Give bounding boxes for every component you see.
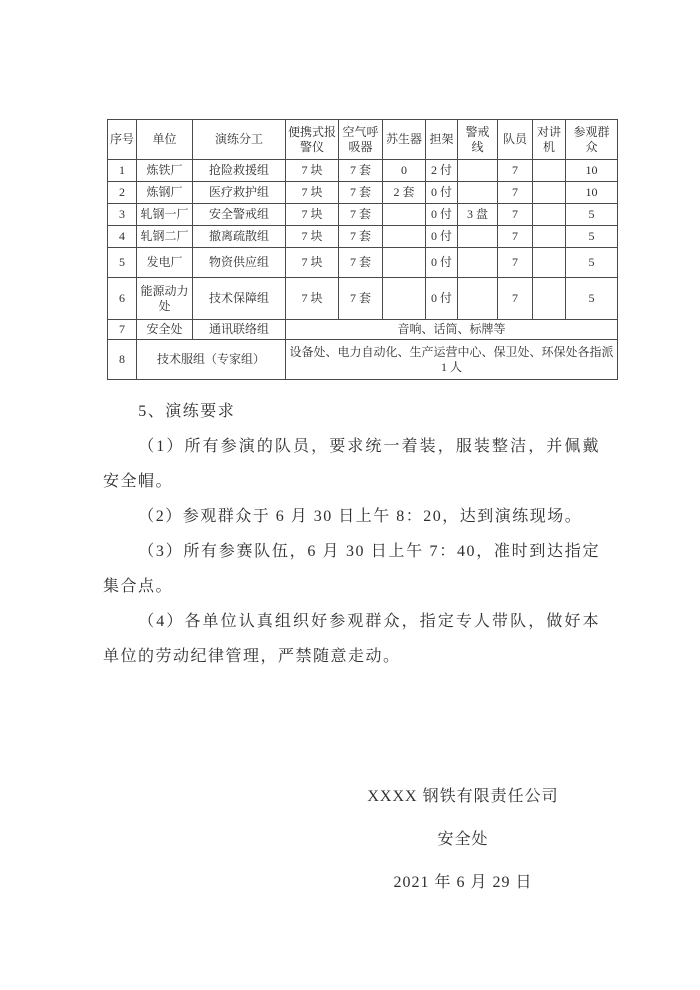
table-cell: 7 块 (286, 248, 339, 278)
table-cell: 安全警戒组 (193, 204, 286, 226)
table-cell: 7 块 (286, 204, 339, 226)
table-row (108, 182, 618, 204)
requirement-item-4: （4）各单位认真组织好参观群众，指定专人带队，做好本单位的劳动纪律管理，严禁随意走动。 (103, 613, 600, 665)
column-header-team-members: 队员 (498, 120, 533, 160)
signature-company: XXXX 钢铁有限责任公司 (367, 788, 559, 805)
table-cell: 炼铁厂 (137, 160, 193, 182)
table-row (108, 340, 618, 380)
equipment-allocation-table (107, 119, 618, 380)
table-cell: 0 付 (426, 226, 458, 248)
table-cell (533, 182, 566, 204)
requirement-item-3: （3）所有参赛队伍，6 月 30 日上午 7：40，准时到达指定集合点。 (103, 543, 600, 595)
table-row (108, 204, 618, 226)
table-cell: 1 (108, 160, 137, 182)
table-cell: 3 盘 (458, 204, 498, 226)
column-header-unit: 单位 (137, 120, 193, 160)
table-cell: 7 套 (339, 278, 383, 320)
table-cell: 撤离疏散组 (193, 226, 286, 248)
table-cell: 医疗救护组 (193, 182, 286, 204)
table-cell: 7 (498, 182, 533, 204)
table-cell: 0 付 (426, 182, 458, 204)
column-header-air-respirator: 空气呼吸器 (339, 120, 383, 160)
table-cell: 7 (498, 226, 533, 248)
merged-cell: 音响、话筒、标牌等 (286, 320, 618, 340)
table-cell: 7 (498, 204, 533, 226)
table-cell: 7 块 (286, 182, 339, 204)
table-row (108, 160, 618, 182)
table-cell: 10 (566, 182, 618, 204)
table-row (108, 278, 618, 320)
table-row (108, 226, 618, 248)
table-cell (458, 248, 498, 278)
table-cell: 7 (108, 320, 137, 340)
table-cell: 7 (498, 248, 533, 278)
table-cell: 能源动力处 (137, 278, 193, 320)
table-cell (458, 278, 498, 320)
section-heading: 5、演练要求 (138, 403, 236, 420)
requirement-item-1: （1）所有参演的队员，要求统一着装，服装整洁，并佩戴安全帽。 (103, 438, 600, 490)
table-cell: 轧钢二厂 (137, 226, 193, 248)
table-cell: 0 (383, 160, 426, 182)
table-cell: 5 (566, 248, 618, 278)
table-cell: 10 (566, 160, 618, 182)
table-cell (533, 278, 566, 320)
signature-date: 2021 年 6 月 29 日 (393, 874, 533, 891)
table-cell: 5 (566, 278, 618, 320)
table-cell: 4 (108, 226, 137, 248)
table-cell (533, 226, 566, 248)
table-cell: 7 块 (286, 278, 339, 320)
table-cell: 7 套 (339, 204, 383, 226)
table-cell (383, 226, 426, 248)
table-cell (458, 182, 498, 204)
table-cell: 7 块 (286, 160, 339, 182)
merged-cell: 技术服组（专家组） (137, 340, 286, 380)
table-cell (533, 204, 566, 226)
table-cell: 6 (108, 278, 137, 320)
column-header-cordon: 警戒线 (458, 120, 498, 160)
column-header-stretcher: 担架 (426, 120, 458, 160)
table-cell: 5 (108, 248, 137, 278)
column-header-walkie-talkie: 对讲机 (533, 120, 566, 160)
table-cell: 抢险救援组 (193, 160, 286, 182)
table-cell: 0 付 (426, 248, 458, 278)
table-row (108, 248, 618, 278)
table-cell: 2 付 (426, 160, 458, 182)
table-cell: 炼钢厂 (137, 182, 193, 204)
column-header-resuscitator: 苏生器 (383, 120, 426, 160)
table-cell: 安全处 (137, 320, 193, 340)
table-cell (383, 204, 426, 226)
table-cell: 5 (566, 226, 618, 248)
table-cell: 7 套 (339, 182, 383, 204)
table-cell: 5 (566, 204, 618, 226)
column-header-serial: 序号 (108, 120, 137, 160)
table-cell: 7 套 (339, 226, 383, 248)
table-cell: 8 (108, 340, 137, 380)
table-cell: 物资供应组 (193, 248, 286, 278)
table-cell: 7 (498, 160, 533, 182)
table-cell: 0 付 (426, 204, 458, 226)
table-row (108, 320, 618, 340)
table-cell: 通讯联络组 (193, 320, 286, 340)
table-cell: 2 套 (383, 182, 426, 204)
table-cell: 7 (498, 278, 533, 320)
table-cell (458, 160, 498, 182)
table-cell: 3 (108, 204, 137, 226)
merged-cell: 设备处、电力自动化、生产运营中心、保卫处、环保处各指派 1 人 (286, 340, 618, 380)
table-cell: 7 套 (339, 160, 383, 182)
table-cell (458, 226, 498, 248)
requirement-item-2: （2）参观群众于 6 月 30 日上午 8：20，达到演练现场。 (138, 508, 583, 525)
signature-department: 安全处 (437, 831, 489, 848)
table-cell: 技术保障组 (193, 278, 286, 320)
table-cell (383, 248, 426, 278)
table-cell: 发电厂 (137, 248, 193, 278)
table-header-row (108, 120, 618, 160)
column-header-spectators: 参观群众 (566, 120, 618, 160)
table-cell: 7 块 (286, 226, 339, 248)
signature-block (313, 775, 613, 904)
column-header-role: 演练分工 (193, 120, 286, 160)
table-cell (533, 248, 566, 278)
table-cell: 7 套 (339, 248, 383, 278)
table-cell: 2 (108, 182, 137, 204)
table-cell (383, 278, 426, 320)
table-cell (533, 160, 566, 182)
requirements-section (103, 394, 600, 674)
column-header-portable-alarm: 便携式报警仪 (286, 120, 339, 160)
table-cell: 0 付 (426, 278, 458, 320)
table-cell: 轧钢一厂 (137, 204, 193, 226)
